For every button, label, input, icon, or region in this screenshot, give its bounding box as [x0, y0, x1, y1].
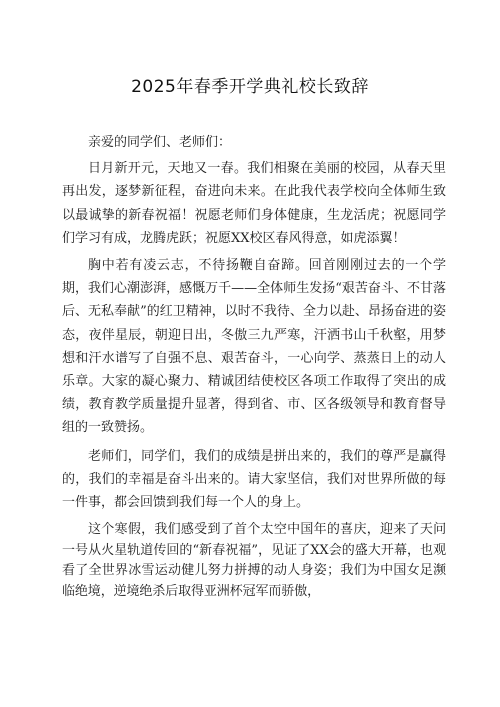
paragraph-achievements: 老师们，同学们，我们的成绩是拼出来的，我们的尊严是赢得的，我们的幸福是奋斗出来的。请大家坚信，我们对世界所做的每一件事，都会回馈到我们每一个人的身上。: [62, 448, 446, 511]
paragraph-new-year-greeting: 日月新开元，天地又一春。我们相聚在美丽的校园，从春天里再出发，逐梦新征程，奋进向未来。在此我代表学校向全体师生致以最诚挚的新春祝福！祝愿老师们身体健康，生龙活虎；祝愿同学们学习有成，龙腾虎跃；祝愿XX校区春风得意，如虎添翼！: [62, 161, 446, 246]
paragraph-winter-break: 这个寒假，我们感受到了首个太空中国年的喜庆，迎来了天问一号从火星轨道传回的“新春祝福”，见证了XX会的盛大开幕，也观看了全世界冰雪运动健儿努力拼搏的动人身姿；我们为中国女足濒临绝境，逆境绝杀后取得亚洲杯冠军而骄傲，: [62, 522, 446, 599]
document-body: [62, 131, 446, 602]
salutation: 亲爱的同学们、老师们：: [88, 135, 232, 150]
paragraph-semester-review: 胸中若有凌云志，不待扬鞭自奋蹄。回首刚刚过去的一个学期，我们心潮澎湃，感慨万千——全体师生发扬“艰苦奋斗、不甘落后、无私奉献”的红卫精神，以时不我待、全力以赴、昂扬奋进的姿态，夜伴星辰，朝迎日出，冬傲三九严寒，汗洒书山千秋壑，用梦想和汗水谱写了自强不息、艰苦奋斗，一心向学、蒸蒸日上的动人乐章。大家的凝心聚力、精诚团结使校区各项工作取得了突出的成绩，教育教学质量提升显著，得到省、市、区各级领导和教育督导组的一致赞扬。: [62, 258, 446, 436]
document-title: 2025年春季开学典礼校长致辞: [131, 77, 369, 97]
